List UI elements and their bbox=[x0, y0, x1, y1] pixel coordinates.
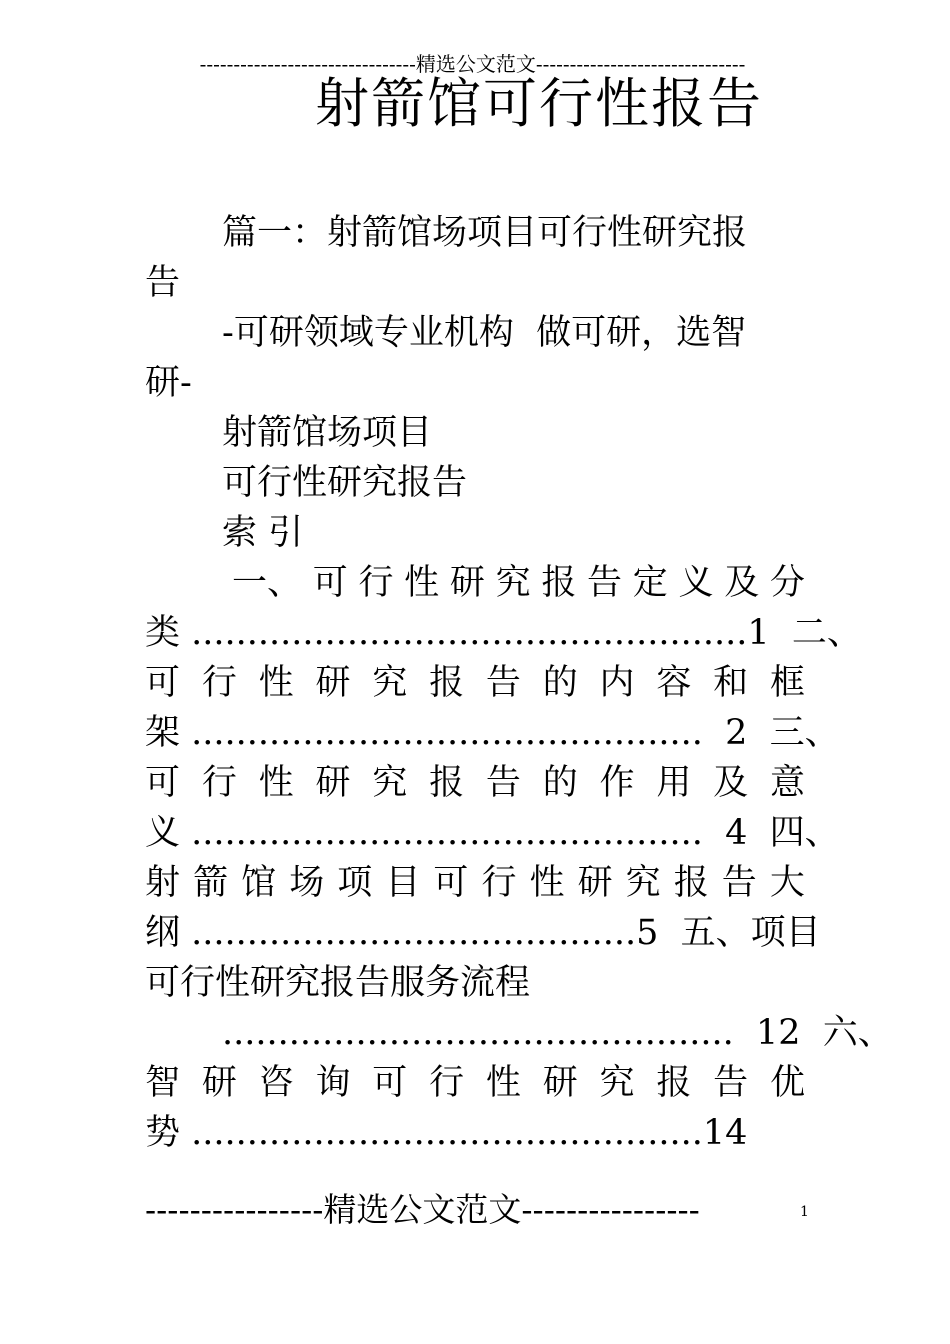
toc-char: 的 bbox=[542, 763, 578, 803]
toc-char: 报 bbox=[429, 663, 465, 703]
toc-char: 项 bbox=[337, 863, 373, 903]
toc-line-4: 架 .............................................. 2 三、 bbox=[145, 713, 840, 753]
toc-char: 报 bbox=[541, 563, 577, 603]
toc-line-10: .............................................. 12 六、 bbox=[222, 1013, 893, 1053]
toc-char: 报 bbox=[673, 863, 709, 903]
toc-char: 作 bbox=[599, 763, 635, 803]
toc-line-1 bbox=[232, 558, 805, 608]
toc-line-7 bbox=[145, 858, 805, 908]
toc-char: 究 bbox=[372, 763, 408, 803]
body-line-6: 可行性研究报告 bbox=[222, 463, 468, 503]
toc-line-6: 义 .............................................. 4 四、 bbox=[145, 813, 840, 853]
toc-char: 可 bbox=[145, 663, 181, 703]
toc-char: 研 bbox=[201, 1063, 237, 1103]
toc-char: 究 bbox=[495, 563, 531, 603]
toc-char: 一、 bbox=[232, 563, 303, 603]
toc-char: 射 bbox=[145, 863, 181, 903]
body-line-2: 告 bbox=[145, 263, 181, 303]
toc-line-11 bbox=[145, 1058, 805, 1108]
toc-char: 性 bbox=[404, 563, 440, 603]
toc-char: 告 bbox=[713, 1063, 749, 1103]
toc-char: 意 bbox=[769, 763, 805, 803]
toc-char: 报 bbox=[429, 763, 465, 803]
toc-char: 场 bbox=[289, 863, 325, 903]
toc-line-12: 势 ..............................................14 bbox=[145, 1113, 748, 1153]
toc-char: 告 bbox=[485, 663, 521, 703]
toc-char: 行 bbox=[201, 763, 237, 803]
toc-char: 行 bbox=[481, 863, 517, 903]
toc-char: 大 bbox=[769, 863, 805, 903]
page-header: --------------------------------精选公文范文------------------------------- bbox=[199, 52, 746, 76]
toc-char: 报 bbox=[656, 1063, 692, 1103]
toc-char: 究 bbox=[372, 663, 408, 703]
toc-char: 优 bbox=[769, 1063, 805, 1103]
toc-char: 研 bbox=[315, 763, 351, 803]
toc-char: 容 bbox=[656, 663, 692, 703]
toc-char: 性 bbox=[485, 1063, 521, 1103]
toc-line-3 bbox=[145, 658, 805, 708]
toc-char: 研 bbox=[577, 863, 613, 903]
toc-char: 可 bbox=[312, 563, 348, 603]
toc-char: 究 bbox=[625, 863, 661, 903]
toc-char: 性 bbox=[258, 763, 294, 803]
toc-char: 内 bbox=[599, 663, 635, 703]
index-heading: 索 引 bbox=[222, 513, 304, 553]
toc-char: 用 bbox=[656, 763, 692, 803]
toc-char: 研 bbox=[315, 663, 351, 703]
toc-char: 可 bbox=[433, 863, 469, 903]
toc-char: 的 bbox=[542, 663, 578, 703]
toc-char: 可 bbox=[145, 763, 181, 803]
toc-char: 及 bbox=[724, 563, 760, 603]
toc-char: 研 bbox=[542, 1063, 578, 1103]
toc-char: 究 bbox=[599, 1063, 635, 1103]
toc-line-5 bbox=[145, 758, 805, 808]
body-line-5: 射箭馆场项目 bbox=[222, 413, 433, 453]
toc-char: 智 bbox=[145, 1063, 181, 1103]
toc-char: 定 bbox=[632, 563, 668, 603]
toc-char: 性 bbox=[258, 663, 294, 703]
page-footer: ----------------精选公文范文---------------- bbox=[145, 1190, 700, 1229]
toc-char: 告 bbox=[485, 763, 521, 803]
document-title: 射箭馆可行性报告 bbox=[315, 72, 763, 135]
toc-line-8: 纲 ........................................5 五、项目 bbox=[145, 913, 821, 953]
toc-char: 和 bbox=[713, 663, 749, 703]
toc-char: 询 bbox=[315, 1063, 351, 1103]
body-line-4: 研- bbox=[145, 363, 192, 403]
toc-char: 分 bbox=[769, 563, 805, 603]
toc-char: 框 bbox=[769, 663, 805, 703]
toc-line-2: 类 ..................................................1 二、 bbox=[145, 613, 862, 653]
toc-char: 性 bbox=[529, 863, 565, 903]
toc-char: 箭 bbox=[193, 863, 229, 903]
body-line-3: -可研领域专业机构 做可研，选智 bbox=[222, 313, 747, 353]
toc-char: 行 bbox=[358, 563, 394, 603]
toc-char: 可 bbox=[372, 1063, 408, 1103]
toc-char: 告 bbox=[587, 563, 623, 603]
toc-char: 咨 bbox=[258, 1063, 294, 1103]
toc-char: 研 bbox=[449, 563, 485, 603]
page-number: 1 bbox=[800, 1204, 809, 1220]
toc-char: 告 bbox=[721, 863, 757, 903]
toc-char: 行 bbox=[201, 663, 237, 703]
body-line-1: 篇一：射箭馆场项目可行性研究报 bbox=[222, 213, 748, 253]
toc-char: 目 bbox=[385, 863, 421, 903]
toc-char: 行 bbox=[429, 1063, 465, 1103]
toc-char: 及 bbox=[713, 763, 749, 803]
toc-line-9: 可行性研究报告服务流程 bbox=[145, 963, 531, 1003]
toc-char: 馆 bbox=[241, 863, 277, 903]
toc-char: 义 bbox=[678, 563, 714, 603]
